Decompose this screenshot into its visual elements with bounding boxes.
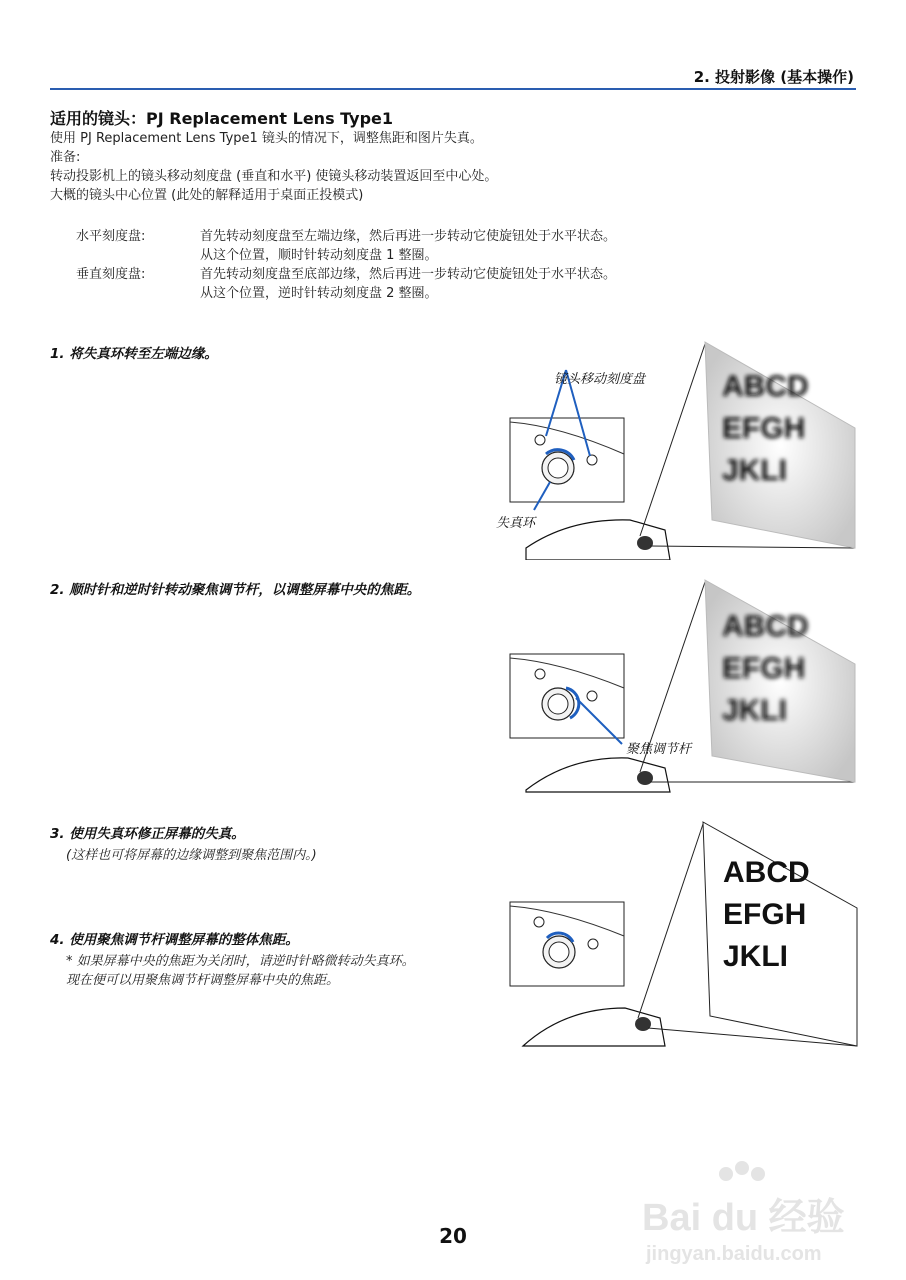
screen-letters-row3: JKLI (722, 454, 788, 487)
step-2-title: 2. 顺时针和逆时针转动聚焦调节杆，以调整屏幕中央的焦距。 (50, 582, 421, 598)
illustration-step-2 (500, 578, 860, 798)
intro-line-3: 转动投影机上的镜头移动刻度盘 (垂直和水平) 使镜头移动装置返回至中心处。 (50, 169, 498, 184)
def-text-horizontal-2: 从这个位置，顺时针转动刻度盘 1 整圈。 (200, 248, 438, 263)
step-3-note: (这样也可将屏幕的边缘调整到聚焦范围内。) (66, 848, 317, 863)
screen3-letters-row3: JKLI (723, 940, 789, 973)
def-text-vertical-1: 首先转动刻度盘至底部边缘，然后再进一步转动它使旋钮处于水平状态。 (200, 267, 617, 282)
header-rule (50, 88, 856, 90)
def-text-horizontal-1: 首先转动刻度盘至左端边缘，然后再进一步转动它使旋钮处于水平状态。 (200, 229, 617, 244)
intro-line-2: 准备: (50, 150, 81, 165)
screen-letters-row2: EFGH (722, 412, 806, 445)
illustration-step-4 (505, 820, 860, 1052)
intro-line-4: 大概的镜头中心位置 (此处的解释适用于桌面正投模式) (50, 188, 364, 203)
screen3-letters-row1: ABCD (723, 856, 810, 889)
callout-focus-lever: 聚焦调节杆 (626, 742, 692, 757)
watermark-main: Bai du 经验 (642, 1197, 845, 1239)
page-number: 20 (439, 1224, 467, 1248)
def-term-vertical: 垂直刻度盘: (76, 267, 146, 282)
step-1-title: 1. 将失真环转至左端边缘。 (50, 346, 218, 362)
screen2-letters-row2: EFGH (722, 652, 806, 685)
def-term-horizontal: 水平刻度盘: (76, 229, 146, 244)
baidu-watermark (642, 1160, 852, 1270)
screen2-letters-row3: JKLI (722, 694, 788, 727)
step-4-note-2: 现在便可以用聚焦调节杆调整屏幕中央的焦距。 (66, 973, 340, 988)
callout-lens-shift-dial: 镜头移动刻度盘 (554, 372, 646, 387)
def-text-vertical-2: 从这个位置，逆时针转动刻度盘 2 整圈。 (200, 286, 438, 301)
screen-letters-row1: ABCD (722, 370, 809, 403)
step-4-note-1: * 如果屏幕中央的焦距为关闭时，请逆时针略微转动失真环。 (66, 954, 415, 969)
screen2-letters-row1: ABCD (722, 610, 809, 643)
callout-distortion-ring: 失真环 (496, 516, 536, 531)
step-3-title: 3. 使用失真环修正屏幕的失真。 (50, 826, 245, 842)
intro-line-1: 使用 PJ Replacement Lens Type1 镜头的情况下，调整焦距和图片失真。 (50, 131, 483, 146)
chapter-heading: 2. 投射影像 (基本操作) (693, 68, 854, 86)
watermark-url: jingyan.baidu.com (646, 1243, 822, 1265)
section-title: 适用的镜头：PJ Replacement Lens Type1 (50, 109, 394, 128)
step-4-title: 4. 使用聚焦调节杆调整屏幕的整体焦距。 (50, 932, 299, 948)
illustration-step-1 (490, 330, 860, 560)
screen3-letters-row2: EFGH (723, 898, 807, 931)
